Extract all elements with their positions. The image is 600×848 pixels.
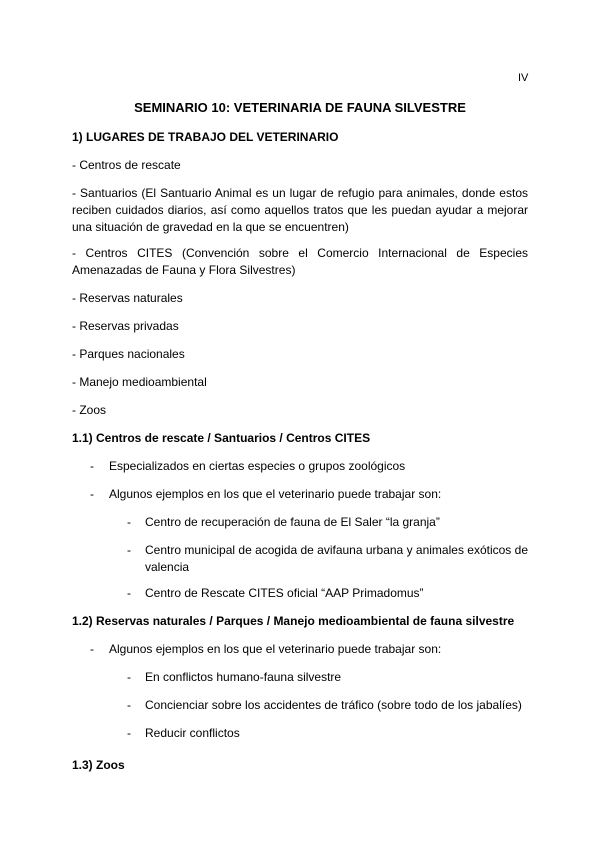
paragraph-item: - Reservas privadas (72, 319, 179, 333)
page-number: IV (518, 72, 529, 84)
bullet-dash: - (127, 670, 131, 684)
bullet-dash: - (127, 543, 131, 557)
sub-bullet-item (127, 725, 528, 742)
paragraph-item: - Santuarios (El Santuario Animal es un lugar de refugio para animales, donde estos reciben cuidados diarios, así como aquellos tratos que les puedan ayudar a mejorar una situación de gravedad en la que se encuentren) (72, 186, 528, 234)
sub-bullet-item (127, 697, 528, 714)
paragraph-item: - Parques nacionales (72, 347, 185, 361)
bullet-dash: - (90, 487, 94, 501)
section-heading: 1.2) Reservas naturales / Parques / Manejo medioambiental de fauna silvestre (72, 614, 515, 628)
bullet-text: Especializados en ciertas especies o grupos zoológicos (109, 459, 406, 473)
bullet-text: Algunos ejemplos en los que el veterinario puede trabajar son: (109, 642, 442, 656)
bullet-text: Concienciar sobre los accidentes de tráfico (sobre todo de los jabalíes) (145, 698, 522, 712)
bullet-text: Centro de Rescate CITES oficial “AAP Primadomus” (145, 586, 424, 600)
bullet-dash: - (127, 698, 131, 712)
sub-bullet-item (127, 542, 528, 576)
bullet-dash: - (127, 726, 131, 740)
bullet-dash: - (90, 642, 94, 656)
paragraph-item: - Centros de rescate (72, 158, 181, 172)
section-heading: 1.1) Centros de rescate / Santuarios / Centros CITES (72, 431, 371, 445)
sub-bullet-item (127, 585, 528, 602)
bullet-dash: - (90, 459, 94, 473)
section-heading: 1.3) Zoos (72, 758, 125, 772)
bullet-dash: - (127, 586, 131, 600)
sub-bullet-item (127, 514, 528, 531)
paragraph-item: - Centros CITES (Convención sobre el Comercio Internacional de Especies Amenazadas de Fauna y Flora Silvestres) (72, 246, 528, 277)
bullet-text: Centro de recuperación de fauna de El Saler “la granja” (145, 515, 440, 529)
document-title: SEMINARIO 10: VETERINARIA DE FAUNA SILVESTRE (134, 100, 466, 115)
bullet-text: Centro municipal de acogida de avifauna urbana y animales exóticos de valencia (145, 543, 528, 574)
bullet-dash: - (127, 515, 131, 529)
paragraph-item: - Manejo medioambiental (72, 375, 207, 389)
paragraph-item: - Reservas naturales (72, 291, 183, 305)
paragraph-item: - Zoos (72, 403, 107, 417)
section-heading: 1) LUGARES DE TRABAJO DEL VETERINARIO (72, 130, 339, 144)
bullet-text: Algunos ejemplos en los que el veterinario puede trabajar son: (109, 487, 442, 501)
sub-bullet-item (127, 669, 528, 686)
bullet-text: Reducir conflictos (145, 726, 240, 740)
bullet-text: En conflictos humano-fauna silvestre (145, 670, 342, 684)
